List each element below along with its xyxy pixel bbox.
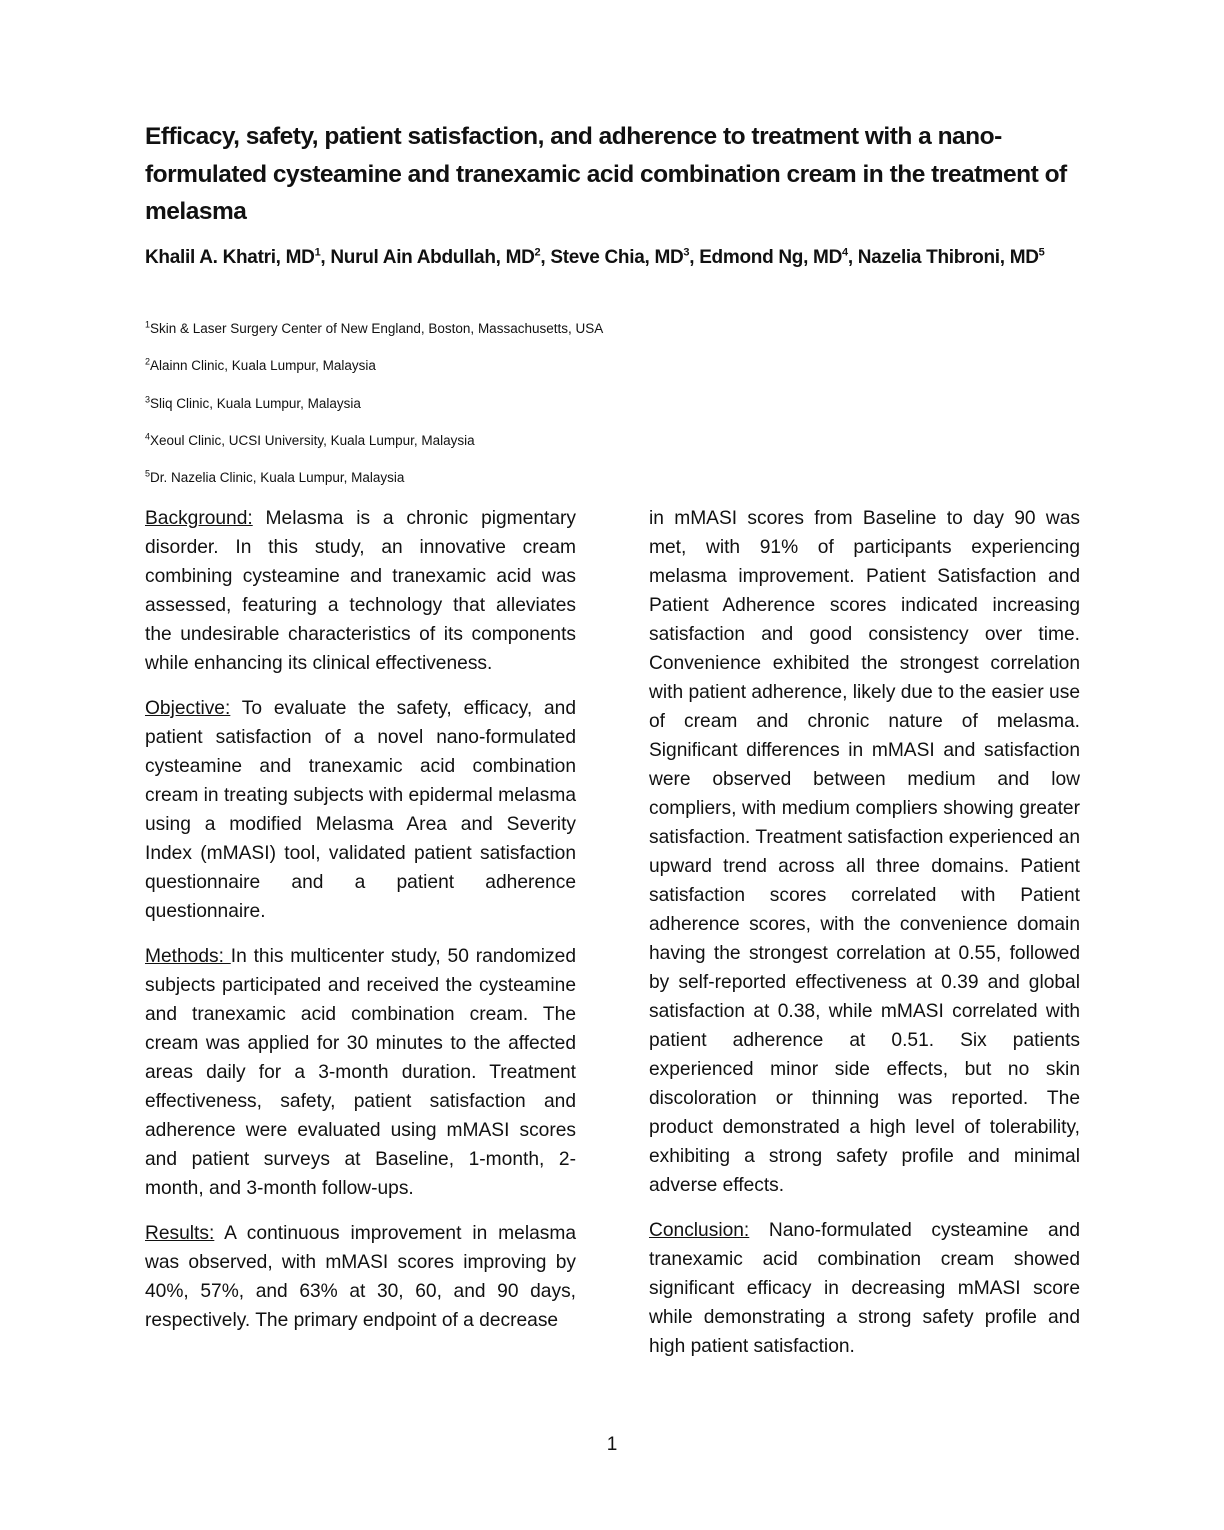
abstract-column-right xyxy=(649,504,1080,1377)
section-label: Objective: xyxy=(145,698,231,719)
affiliation: $^2$Alainn Clinic, Kuala Lumpur, Malaysia xyxy=(145,356,376,374)
author: Khalil A. Khatri, $MD^1$, xyxy=(145,246,331,268)
affiliation: $^4$Xeoul Clinic, UCSI University, Kuala Lumpur, Malaysia xyxy=(145,431,475,448)
abstract-methods: Methods: In this multicenter study, 50 randomized subjects participated and received the cysteamine and tranexamic acid combination cream. The cream was applied for 30 minutes to the affected areas daily for a 3-month duration. Treatment effectiveness, safety, patient satisfaction and adherence were evaluated using mMASI scores and patient surveys at Baseline, 1-month, 2-month, and 3-month follow-ups. xyxy=(145,946,576,1199)
author: Edmond Ng, $MD^4$, xyxy=(699,246,858,268)
abstract-results: Results: A continuous improvement in melasma was observed, with mMASI scores improving by 40%, 57%, and 63% at 30, 60, and 90 days, respectively. The primary endpoint of a decrease xyxy=(145,1223,576,1331)
affiliation-marker: 5 xyxy=(1038,246,1045,259)
page-number: 1 xyxy=(606,1434,618,1455)
affiliation: $^3$Sliq Clinic, Kuala Lumpur, Malaysia xyxy=(145,394,361,411)
abstract-results-continued: in mMASI scores from Baseline to day 90 was met, with 91% of participants experiencing melasma improvement. Patient Satisfaction and Patient Adherence scores indicated increasing satisfaction and good consistency over time. Convenience exhibited the strongest correlation with patient adherence, likely due to the easier use of cream and chronic nature of melasma. Significant differences in mMASI and satisfaction were observed between medium and low compliers, with medium compliers showing greater satisfaction. Treatment satisfaction experienced an upward trend across all three domains. Patient satisfaction scores correlated with Patient adherence scores, with the convenience domain having the strongest correlation at 0.55, followed by self-reported effectiveness at 0.39 and global satisfaction at 0.38, while mMASI correlated with patient adherence at 0.51. Six patients experienced minor side effects, but no skin discoloration or thinning was reported. The product demonstrated a high level of tolerability, exhibiting a strong safety profile and minimal adverse effects. xyxy=(649,508,1080,1196)
affiliation-marker: 1 xyxy=(314,246,321,259)
section-label: Conclusion: xyxy=(649,1220,750,1241)
affiliation-marker: 2 xyxy=(534,246,541,259)
affiliation-marker: 3 xyxy=(683,246,690,259)
author: Nurul Ain Abdullah, $MD^2$, xyxy=(330,246,551,268)
section-label: Methods: xyxy=(145,946,231,967)
affiliation: $^1$Skin & Laser Surgery Center of New England, Boston, Massachusetts, USA xyxy=(145,319,604,336)
abstract-conclusion: Conclusion: Nano-formulated cysteamine and tranexamic acid combination cream showed significant efficacy in decreasing mMASI score while demonstrating a strong safety profile and high patient satisfaction. xyxy=(649,1220,1080,1357)
section-label: Results: xyxy=(145,1223,215,1244)
section-label: Background: xyxy=(145,508,253,529)
affiliation-list xyxy=(145,318,745,504)
abstract-column-left xyxy=(145,504,576,1351)
author: Nazelia Thibroni, $MD^5$ xyxy=(857,246,1045,268)
author-list xyxy=(145,243,1075,273)
abstract-background: Background: Melasma is a chronic pigmentary disorder. In this study, an innovative cream combining cysteamine and tranexamic acid was assessed, featuring a technology that alleviates the undesirable characteristics of its components while enhancing its clinical effectiveness. xyxy=(145,508,576,674)
author: Steve Chia, $MD^3$, xyxy=(550,246,700,268)
affiliation-marker: 4 xyxy=(842,246,848,259)
abstract-objective: Objective: To evaluate the safety, efficacy, and patient satisfaction of a novel nano-formulated cysteamine and tranexamic acid combination cream in treating subjects with epidermal melasma using a modified Melasma Area and Severity Index (mMASI) tool, validated patient satisfaction questionnaire and a patient adherence questionnaire. xyxy=(145,698,576,922)
affiliation: $^5$Dr. Nazelia Clinic, Kuala Lumpur, Malaysia xyxy=(145,468,405,486)
paper-title: Efficacy, safety, patient satisfaction, and adherence to treatment with a nano-formulated cysteamine and tranexamic acid combination cream in the treatment of melasma xyxy=(145,123,1067,225)
